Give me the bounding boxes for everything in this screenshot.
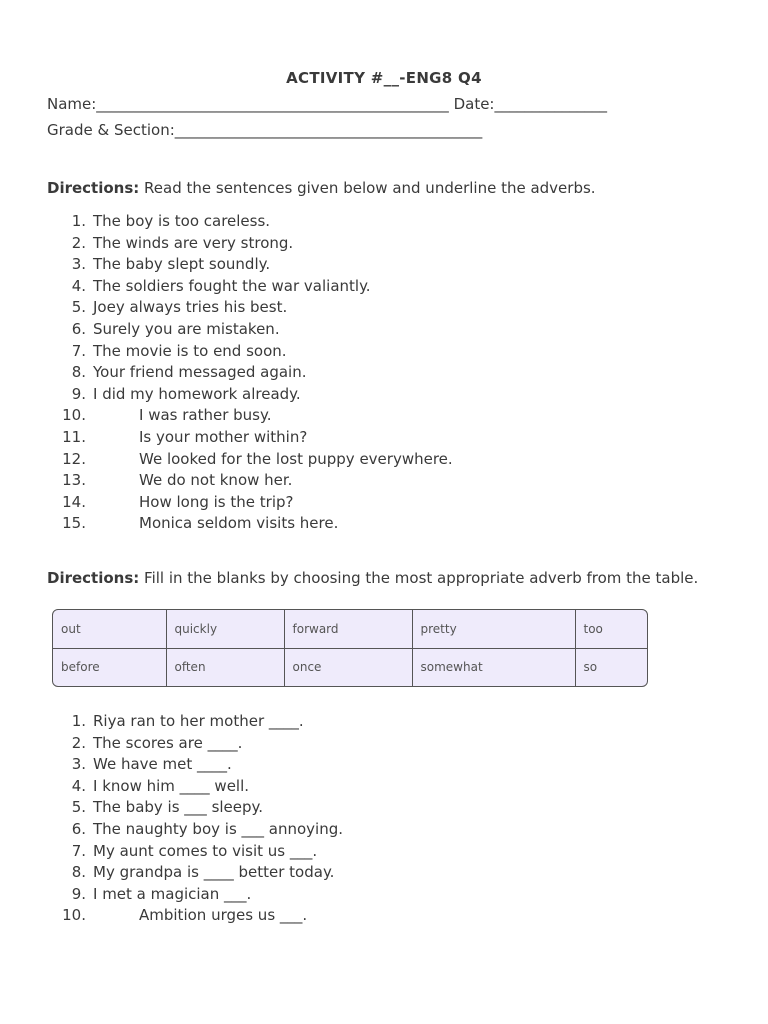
item-number: 9. (71, 384, 86, 403)
item-number: 5. (71, 798, 86, 817)
item-text: We looked for the lost puppy everywhere. (139, 449, 453, 468)
item-text: The boy is too careless. (93, 212, 271, 230)
adverb-cell: somewhat (412, 648, 575, 686)
item-number: 2. (71, 733, 86, 752)
directions-2 (47, 569, 698, 587)
adverb-cell: quickly (166, 610, 284, 648)
item-number: 7. (71, 341, 86, 360)
item-number: 6. (71, 319, 86, 338)
item-number: 3. (71, 255, 86, 274)
item-text: Surely you are mistaken. (93, 319, 280, 338)
adverb-cell: often (166, 648, 284, 686)
item-text: Riya ran to her mother ____. (93, 712, 304, 730)
item-text: My grandpa is ____ better today. (93, 863, 335, 882)
adverb-choice-table (52, 609, 648, 687)
item-text: The baby is ___ sleepy. (93, 798, 264, 817)
adverb-cell: once (284, 648, 412, 686)
item-number: 1. (71, 712, 86, 730)
directions-1 (47, 179, 596, 197)
item-number: 8. (71, 863, 86, 882)
item-number: 3. (71, 755, 86, 774)
item-text: Monica seldom visits here. (139, 514, 339, 533)
table-row (53, 610, 647, 648)
table-row (53, 648, 647, 686)
item-text: Ambition urges us ___. (139, 906, 308, 925)
item-number: 14. (62, 492, 86, 511)
item-text: My aunt comes to visit us ___. (93, 841, 318, 860)
item-text: Your friend messaged again. (93, 363, 307, 382)
item-number: 11. (62, 427, 86, 446)
item-text: We have met ____. (93, 755, 232, 774)
name-date-line: Name:_______________________________________________ Date:_______________ (47, 95, 607, 113)
adverb-cell: pretty (412, 610, 575, 648)
item-number: 7. (71, 841, 86, 860)
item-number: 4. (71, 276, 86, 295)
item-text: I know him ____ well. (93, 776, 250, 795)
directions-text: Read the sentences given below and underline the adverbs. (139, 179, 596, 197)
item-number: 5. (71, 298, 86, 317)
item-text: The soldiers fought the war valiantly. (93, 276, 371, 295)
item-text: The baby slept soundly. (93, 255, 271, 274)
directions-label: Directions: (47, 569, 140, 587)
item-text: How long is the trip? (139, 492, 294, 511)
item-number: 9. (71, 884, 86, 903)
item-number: 12. (62, 449, 86, 468)
item-text: I was rather busy. (139, 406, 272, 425)
adverb-cell: too (575, 610, 647, 648)
item-number: 2. (71, 233, 86, 252)
item-text: The scores are ____. (93, 733, 243, 752)
adverb-cell: out (53, 610, 166, 648)
item-number: 10. (62, 906, 86, 925)
item-number: 10. (62, 406, 86, 425)
directions-text: Fill in the blanks by choosing the most appropriate adverb from the table. (139, 569, 699, 587)
item-number: 8. (71, 363, 86, 382)
adverb-cell: forward (284, 610, 412, 648)
item-text: I did my homework already. (93, 384, 301, 403)
item-text: The naughty boy is ___ annoying. (93, 819, 344, 838)
item-text: The movie is to end soon. (93, 341, 287, 360)
item-number: 6. (71, 819, 86, 838)
item-number: 13. (62, 471, 86, 490)
item-text: The winds are very strong. (93, 233, 294, 252)
item-number: 15. (62, 514, 86, 533)
directions-label: Directions: (47, 179, 140, 197)
grade-section-line: Grade & Section:_________________________________________ (47, 121, 483, 139)
adverb-cell: so (575, 648, 647, 686)
adverb-cell: before (53, 648, 166, 686)
page-title: ACTIVITY #__-ENG8 Q4 (286, 69, 482, 87)
item-number: 1. (71, 212, 86, 230)
item-text: I met a magician ___. (93, 884, 252, 903)
item-text: Is your mother within? (139, 427, 308, 446)
item-text: Joey always tries his best. (93, 298, 288, 317)
item-text: We do not know her. (139, 471, 293, 490)
item-number: 4. (71, 776, 86, 795)
